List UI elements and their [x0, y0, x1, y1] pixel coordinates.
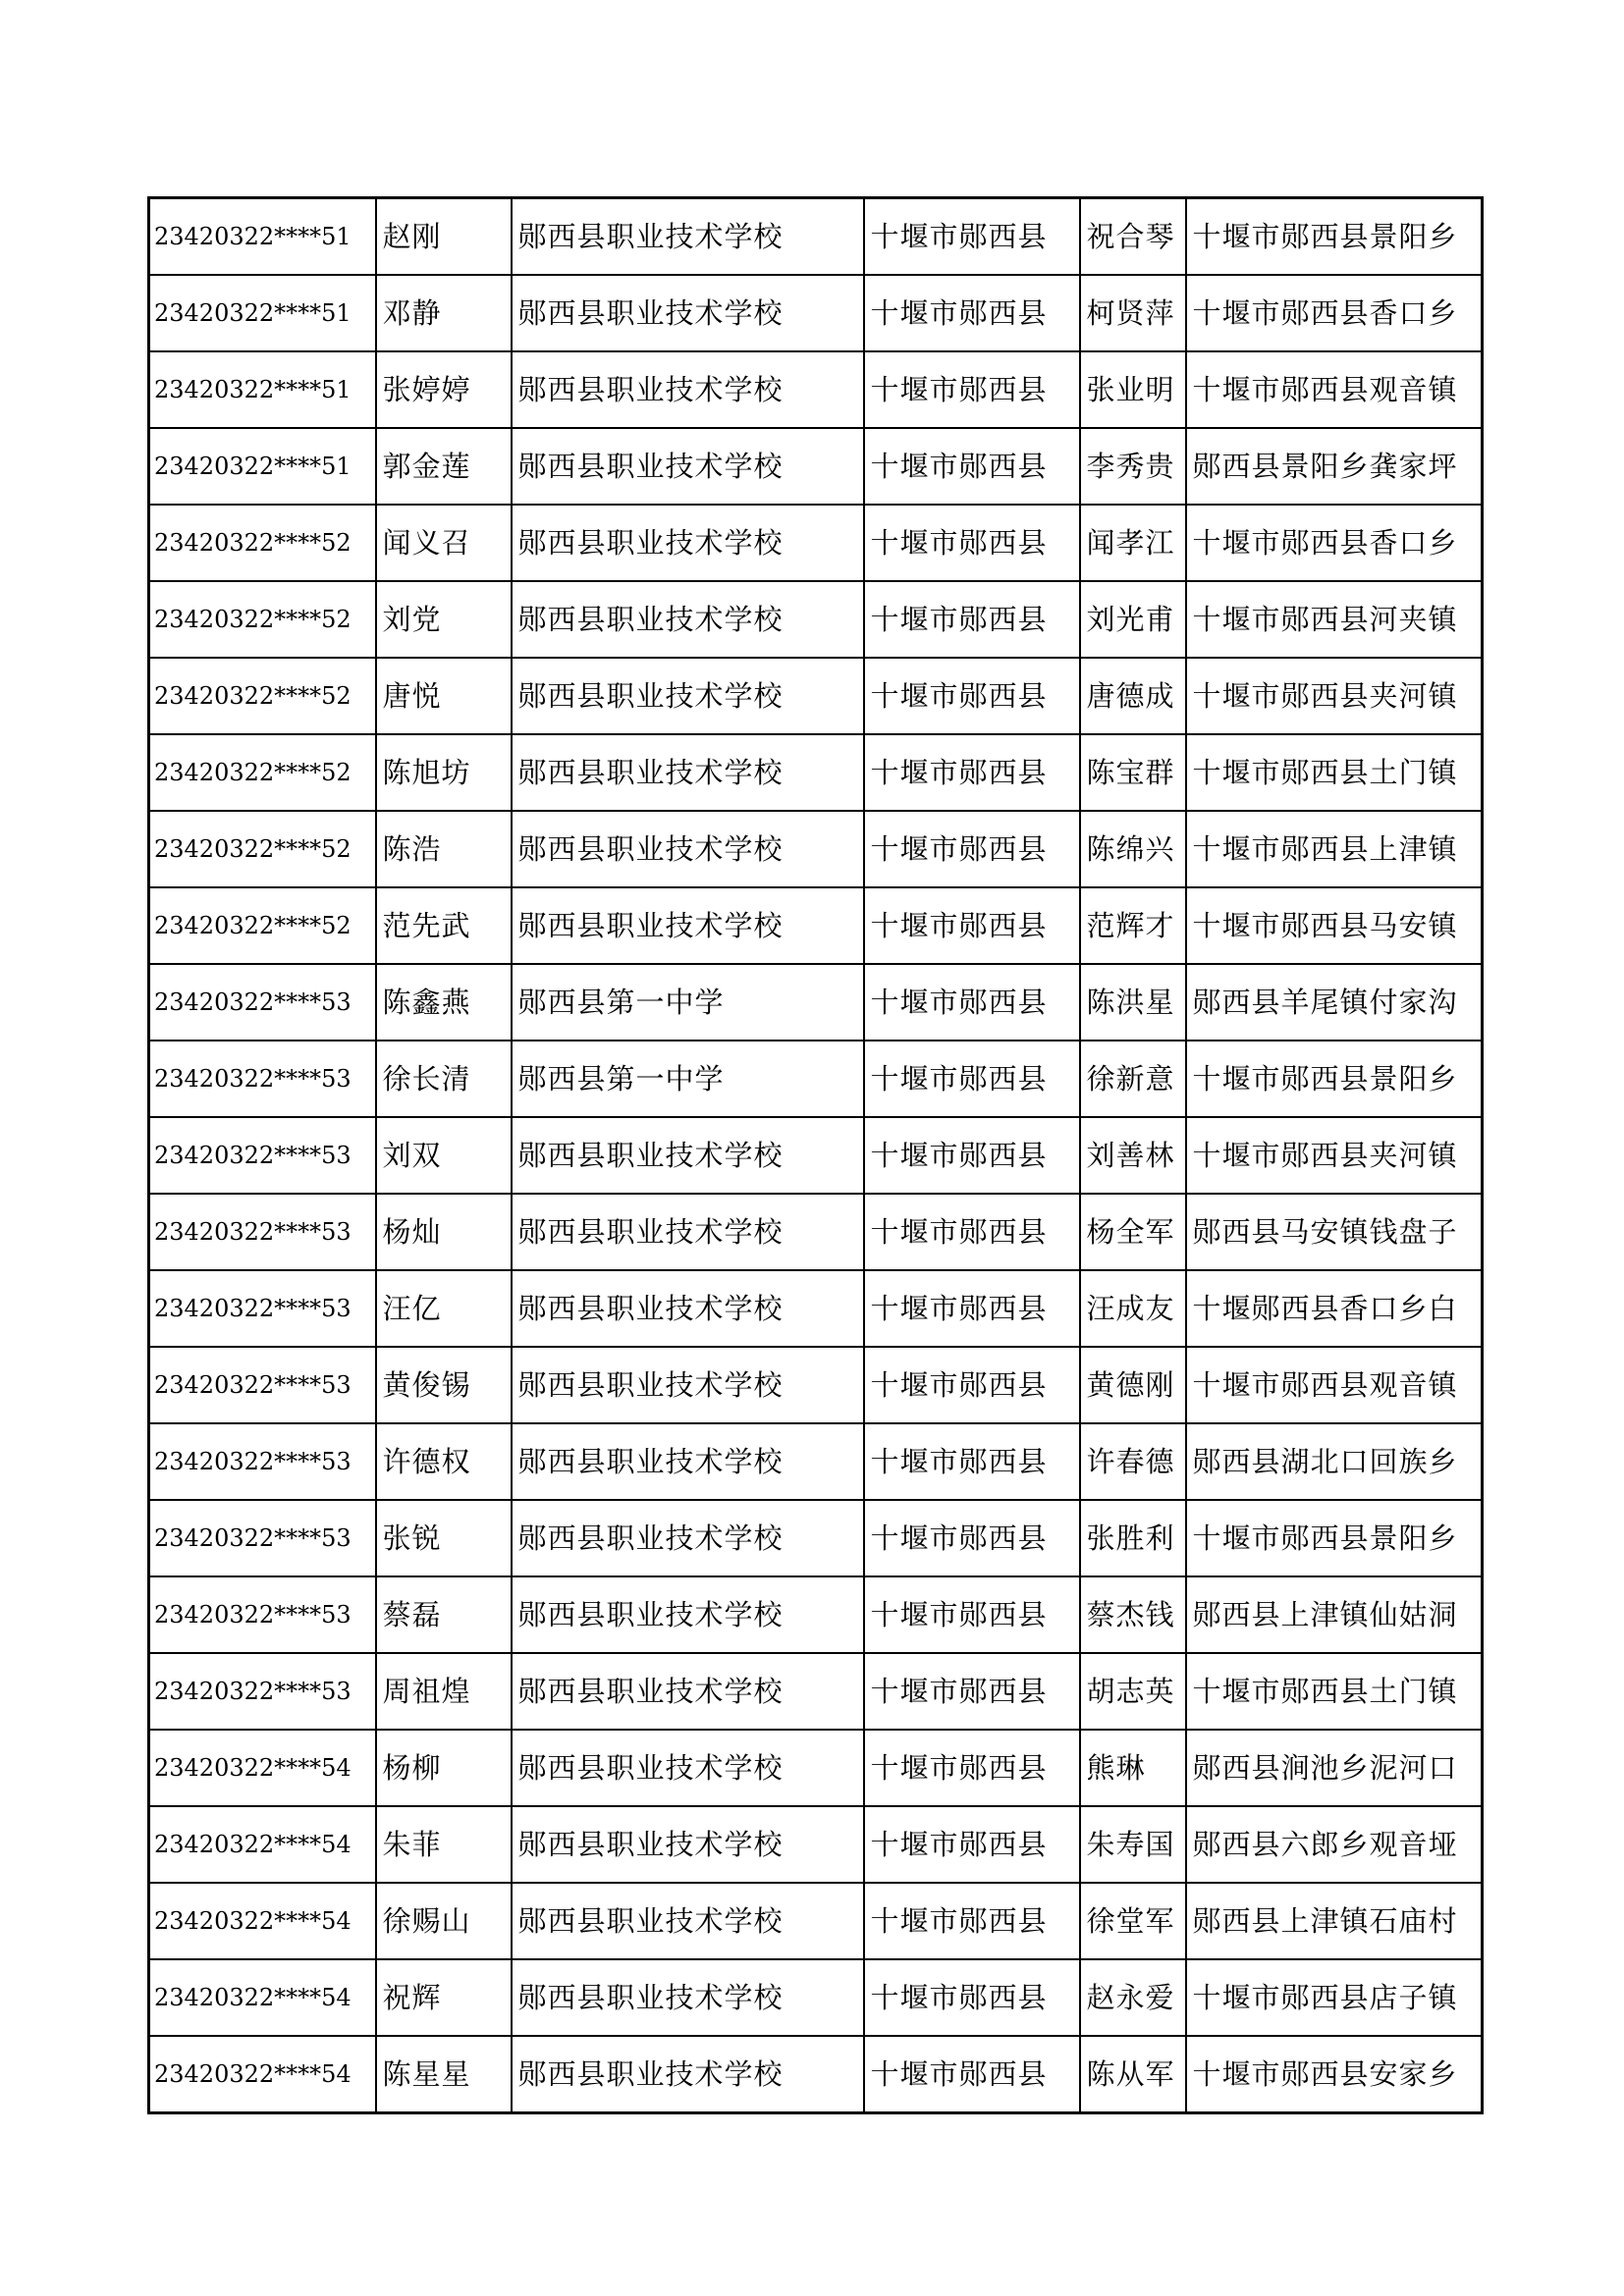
- cell-school: 郧西县职业技术学校: [512, 2036, 864, 2113]
- cell-id: 23420322****54: [149, 1883, 376, 1959]
- cell-student-name: 张婷婷: [376, 351, 512, 428]
- cell-address: 十堰市郧西县景阳乡: [1186, 1041, 1483, 1117]
- cell-student-name: 祝辉: [376, 1959, 512, 2036]
- cell-city: 十堰市郧西县: [864, 887, 1080, 964]
- cell-city: 十堰市郧西县: [864, 1500, 1080, 1576]
- cell-address: 十堰市郧西县土门镇: [1186, 734, 1483, 811]
- table-row: [149, 1653, 1483, 1730]
- cell-student-name: 陈星星: [376, 2036, 512, 2113]
- cell-city: 十堰市郧西县: [864, 275, 1080, 351]
- cell-guardian-name: 唐德成: [1080, 658, 1186, 734]
- cell-address: 郧西县上津镇石庙村: [1186, 1883, 1483, 1959]
- cell-address: 郧西县羊尾镇付家沟: [1186, 964, 1483, 1041]
- cell-city: 十堰市郧西县: [864, 1270, 1080, 1347]
- cell-guardian-name: 柯贤萍: [1080, 275, 1186, 351]
- cell-guardian-name: 赵永爱: [1080, 1959, 1186, 2036]
- cell-city: 十堰市郧西县: [864, 1576, 1080, 1653]
- table-row: [149, 581, 1483, 658]
- cell-city: 十堰市郧西县: [864, 1041, 1080, 1117]
- cell-city: 十堰市郧西县: [864, 2036, 1080, 2113]
- cell-id: 23420322****53: [149, 1500, 376, 1576]
- roster-table: [147, 196, 1484, 2114]
- cell-student-name: 汪亿: [376, 1270, 512, 1347]
- cell-school: 郧西县职业技术学校: [512, 1653, 864, 1730]
- cell-address: 十堰市郧西县景阳乡: [1186, 198, 1483, 276]
- table-row: [149, 351, 1483, 428]
- cell-id: 23420322****54: [149, 2036, 376, 2113]
- cell-id: 23420322****52: [149, 887, 376, 964]
- cell-school: 郧西县职业技术学校: [512, 658, 864, 734]
- cell-id: 23420322****51: [149, 198, 376, 276]
- cell-id: 23420322****53: [149, 964, 376, 1041]
- cell-city: 十堰市郧西县: [864, 1117, 1080, 1194]
- cell-city: 十堰市郧西县: [864, 1883, 1080, 1959]
- cell-student-name: 周祖煌: [376, 1653, 512, 1730]
- cell-school: 郧西县职业技术学校: [512, 1117, 864, 1194]
- cell-guardian-name: 许春德: [1080, 1423, 1186, 1500]
- cell-id: 23420322****51: [149, 428, 376, 505]
- cell-guardian-name: 刘善林: [1080, 1117, 1186, 1194]
- cell-student-name: 徐赐山: [376, 1883, 512, 1959]
- cell-address: 郧西县六郎乡观音垭: [1186, 1806, 1483, 1883]
- cell-school: 郧西县第一中学: [512, 1041, 864, 1117]
- cell-city: 十堰市郧西县: [864, 964, 1080, 1041]
- table-row: [149, 658, 1483, 734]
- cell-school: 郧西县职业技术学校: [512, 734, 864, 811]
- cell-id: 23420322****52: [149, 811, 376, 887]
- cell-school: 郧西县职业技术学校: [512, 1500, 864, 1576]
- cell-guardian-name: 陈从军: [1080, 2036, 1186, 2113]
- cell-address: 十堰市郧西县河夹镇: [1186, 581, 1483, 658]
- cell-address: 郧西县上津镇仙姑洞: [1186, 1576, 1483, 1653]
- cell-student-name: 陈鑫燕: [376, 964, 512, 1041]
- table-row: [149, 428, 1483, 505]
- table-row: [149, 1423, 1483, 1500]
- cell-address: 十堰市郧西县香口乡: [1186, 275, 1483, 351]
- cell-student-name: 杨柳: [376, 1730, 512, 1806]
- cell-address: 十堰市郧西县安家乡: [1186, 2036, 1483, 2113]
- cell-school: 郧西县第一中学: [512, 964, 864, 1041]
- cell-guardian-name: 陈宝群: [1080, 734, 1186, 811]
- cell-address: 十堰郧西县香口乡白: [1186, 1270, 1483, 1347]
- cell-city: 十堰市郧西县: [864, 581, 1080, 658]
- cell-city: 十堰市郧西县: [864, 658, 1080, 734]
- cell-id: 23420322****54: [149, 1959, 376, 2036]
- cell-city: 十堰市郧西县: [864, 1347, 1080, 1423]
- cell-student-name: 陈浩: [376, 811, 512, 887]
- cell-guardian-name: 蔡杰钱: [1080, 1576, 1186, 1653]
- cell-id: 23420322****53: [149, 1194, 376, 1270]
- cell-student-name: 邓静: [376, 275, 512, 351]
- cell-school: 郧西县职业技术学校: [512, 505, 864, 581]
- table-row: [149, 811, 1483, 887]
- cell-student-name: 唐悦: [376, 658, 512, 734]
- cell-school: 郧西县职业技术学校: [512, 198, 864, 276]
- table-row: [149, 887, 1483, 964]
- cell-address: 十堰市郧西县景阳乡: [1186, 1500, 1483, 1576]
- cell-guardian-name: 范辉才: [1080, 887, 1186, 964]
- cell-student-name: 蔡磊: [376, 1576, 512, 1653]
- cell-city: 十堰市郧西县: [864, 505, 1080, 581]
- cell-guardian-name: 胡志英: [1080, 1653, 1186, 1730]
- table-row: [149, 1500, 1483, 1576]
- cell-id: 23420322****51: [149, 275, 376, 351]
- cell-student-name: 黄俊锡: [376, 1347, 512, 1423]
- table-row: [149, 1270, 1483, 1347]
- cell-id: 23420322****53: [149, 1576, 376, 1653]
- cell-guardian-name: 李秀贵: [1080, 428, 1186, 505]
- cell-id: 23420322****51: [149, 351, 376, 428]
- cell-student-name: 刘党: [376, 581, 512, 658]
- cell-school: 郧西县职业技术学校: [512, 811, 864, 887]
- cell-school: 郧西县职业技术学校: [512, 1730, 864, 1806]
- cell-city: 十堰市郧西县: [864, 198, 1080, 276]
- cell-id: 23420322****52: [149, 658, 376, 734]
- cell-student-name: 赵刚: [376, 198, 512, 276]
- cell-guardian-name: 张胜利: [1080, 1500, 1186, 1576]
- cell-city: 十堰市郧西县: [864, 1959, 1080, 2036]
- cell-student-name: 杨灿: [376, 1194, 512, 1270]
- cell-address: 十堰市郧西县夹河镇: [1186, 658, 1483, 734]
- table-row: [149, 1730, 1483, 1806]
- cell-school: 郧西县职业技术学校: [512, 887, 864, 964]
- cell-school: 郧西县职业技术学校: [512, 1959, 864, 2036]
- cell-id: 23420322****54: [149, 1806, 376, 1883]
- cell-address: 郧西县涧池乡泥河口: [1186, 1730, 1483, 1806]
- cell-address: 郧西县马安镇钱盘子: [1186, 1194, 1483, 1270]
- cell-address: 十堰市郧西县观音镇: [1186, 1347, 1483, 1423]
- cell-address: 十堰市郧西县观音镇: [1186, 351, 1483, 428]
- table-row: [149, 1806, 1483, 1883]
- cell-student-name: 刘双: [376, 1117, 512, 1194]
- cell-guardian-name: 祝合琴: [1080, 198, 1186, 276]
- table-row: [149, 505, 1483, 581]
- cell-student-name: 陈旭坊: [376, 734, 512, 811]
- cell-school: 郧西县职业技术学校: [512, 275, 864, 351]
- cell-guardian-name: 陈洪星: [1080, 964, 1186, 1041]
- table-row: [149, 1959, 1483, 2036]
- cell-school: 郧西县职业技术学校: [512, 1806, 864, 1883]
- table-row: [149, 198, 1483, 276]
- cell-address: 十堰市郧西县香口乡: [1186, 505, 1483, 581]
- table-row: [149, 1041, 1483, 1117]
- cell-id: 23420322****52: [149, 581, 376, 658]
- cell-city: 十堰市郧西县: [864, 1806, 1080, 1883]
- cell-id: 23420322****53: [149, 1653, 376, 1730]
- cell-school: 郧西县职业技术学校: [512, 1270, 864, 1347]
- cell-address: 郧西县景阳乡龚家坪: [1186, 428, 1483, 505]
- cell-address: 十堰市郧西县土门镇: [1186, 1653, 1483, 1730]
- cell-school: 郧西县职业技术学校: [512, 428, 864, 505]
- cell-school: 郧西县职业技术学校: [512, 1576, 864, 1653]
- cell-guardian-name: 杨全军: [1080, 1194, 1186, 1270]
- cell-id: 23420322****52: [149, 734, 376, 811]
- cell-id: 23420322****53: [149, 1117, 376, 1194]
- cell-guardian-name: 徐堂军: [1080, 1883, 1186, 1959]
- cell-city: 十堰市郧西县: [864, 1194, 1080, 1270]
- table-row: [149, 1883, 1483, 1959]
- cell-id: 23420322****53: [149, 1423, 376, 1500]
- cell-guardian-name: 张业明: [1080, 351, 1186, 428]
- cell-guardian-name: 熊琳: [1080, 1730, 1186, 1806]
- cell-id: 23420322****53: [149, 1347, 376, 1423]
- table-row: [149, 734, 1483, 811]
- cell-school: 郧西县职业技术学校: [512, 1883, 864, 1959]
- cell-guardian-name: 陈绵兴: [1080, 811, 1186, 887]
- cell-student-name: 徐长清: [376, 1041, 512, 1117]
- cell-student-name: 许德权: [376, 1423, 512, 1500]
- cell-city: 十堰市郧西县: [864, 351, 1080, 428]
- table-row: [149, 1117, 1483, 1194]
- cell-school: 郧西县职业技术学校: [512, 1423, 864, 1500]
- cell-student-name: 闻义召: [376, 505, 512, 581]
- cell-school: 郧西县职业技术学校: [512, 1194, 864, 1270]
- cell-id: 23420322****54: [149, 1730, 376, 1806]
- cell-address: 十堰市郧西县店子镇: [1186, 1959, 1483, 2036]
- cell-city: 十堰市郧西县: [864, 1730, 1080, 1806]
- cell-student-name: 张锐: [376, 1500, 512, 1576]
- cell-student-name: 朱菲: [376, 1806, 512, 1883]
- cell-school: 郧西县职业技术学校: [512, 1347, 864, 1423]
- cell-guardian-name: 朱寿国: [1080, 1806, 1186, 1883]
- cell-school: 郧西县职业技术学校: [512, 351, 864, 428]
- cell-city: 十堰市郧西县: [864, 1653, 1080, 1730]
- table-row: [149, 1347, 1483, 1423]
- cell-guardian-name: 闻孝江: [1080, 505, 1186, 581]
- cell-city: 十堰市郧西县: [864, 1423, 1080, 1500]
- cell-id: 23420322****53: [149, 1041, 376, 1117]
- cell-city: 十堰市郧西县: [864, 811, 1080, 887]
- cell-address: 十堰市郧西县夹河镇: [1186, 1117, 1483, 1194]
- table-row: [149, 2036, 1483, 2113]
- cell-guardian-name: 徐新意: [1080, 1041, 1186, 1117]
- cell-school: 郧西县职业技术学校: [512, 581, 864, 658]
- cell-city: 十堰市郧西县: [864, 428, 1080, 505]
- cell-guardian-name: 刘光甫: [1080, 581, 1186, 658]
- cell-student-name: 范先武: [376, 887, 512, 964]
- cell-id: 23420322****53: [149, 1270, 376, 1347]
- table-row: [149, 1576, 1483, 1653]
- table-row: [149, 1194, 1483, 1270]
- cell-guardian-name: 黄德刚: [1080, 1347, 1186, 1423]
- cell-id: 23420322****52: [149, 505, 376, 581]
- cell-address: 十堰市郧西县马安镇: [1186, 887, 1483, 964]
- roster-table-body: [149, 198, 1483, 2113]
- cell-address: 十堰市郧西县上津镇: [1186, 811, 1483, 887]
- cell-guardian-name: 汪成友: [1080, 1270, 1186, 1347]
- cell-address: 郧西县湖北口回族乡: [1186, 1423, 1483, 1500]
- cell-student-name: 郭金莲: [376, 428, 512, 505]
- table-row: [149, 275, 1483, 351]
- table-row: [149, 964, 1483, 1041]
- cell-city: 十堰市郧西县: [864, 734, 1080, 811]
